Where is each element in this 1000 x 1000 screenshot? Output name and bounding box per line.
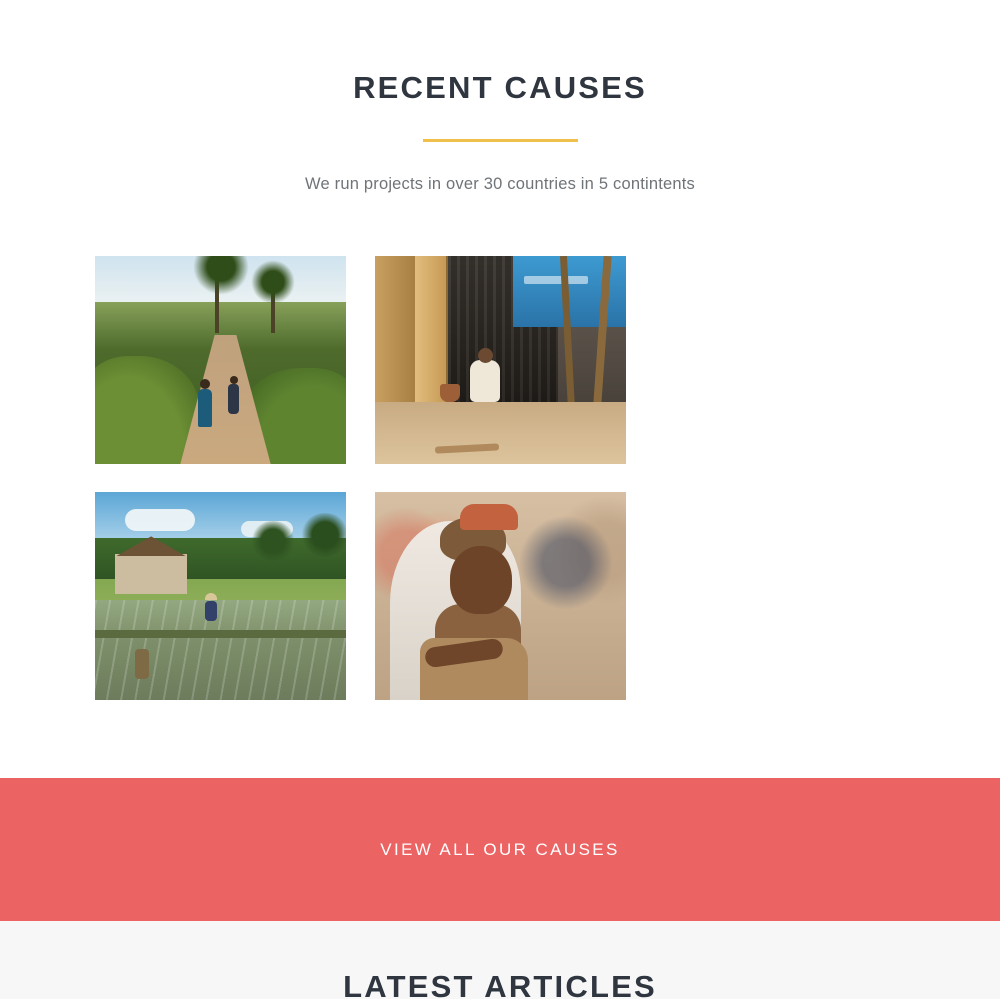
latest-articles-title: LATEST ARTICLES [343,969,657,999]
causes-gallery [95,256,905,700]
cause-card-village-road[interactable] [95,256,346,464]
cause-photo-shelter-child [375,256,626,464]
view-all-causes-label: VIEW ALL OUR CAUSES [380,839,620,859]
cause-card-shelter-child[interactable] [375,256,626,464]
cause-photo-carried-child [375,492,626,700]
view-all-causes-button[interactable] [0,778,1000,921]
page-title: RECENT CAUSES [353,70,647,105]
section-subtitle: We run projects in over 30 countries in 5 contintents [305,175,695,193]
cause-photo-village-road [95,256,346,464]
title-divider [423,139,578,142]
cause-card-carried-child[interactable] [375,492,626,700]
cause-photo-rice-paddy [95,492,346,700]
latest-articles-section [0,921,1000,999]
cause-card-rice-paddy[interactable] [95,492,346,700]
